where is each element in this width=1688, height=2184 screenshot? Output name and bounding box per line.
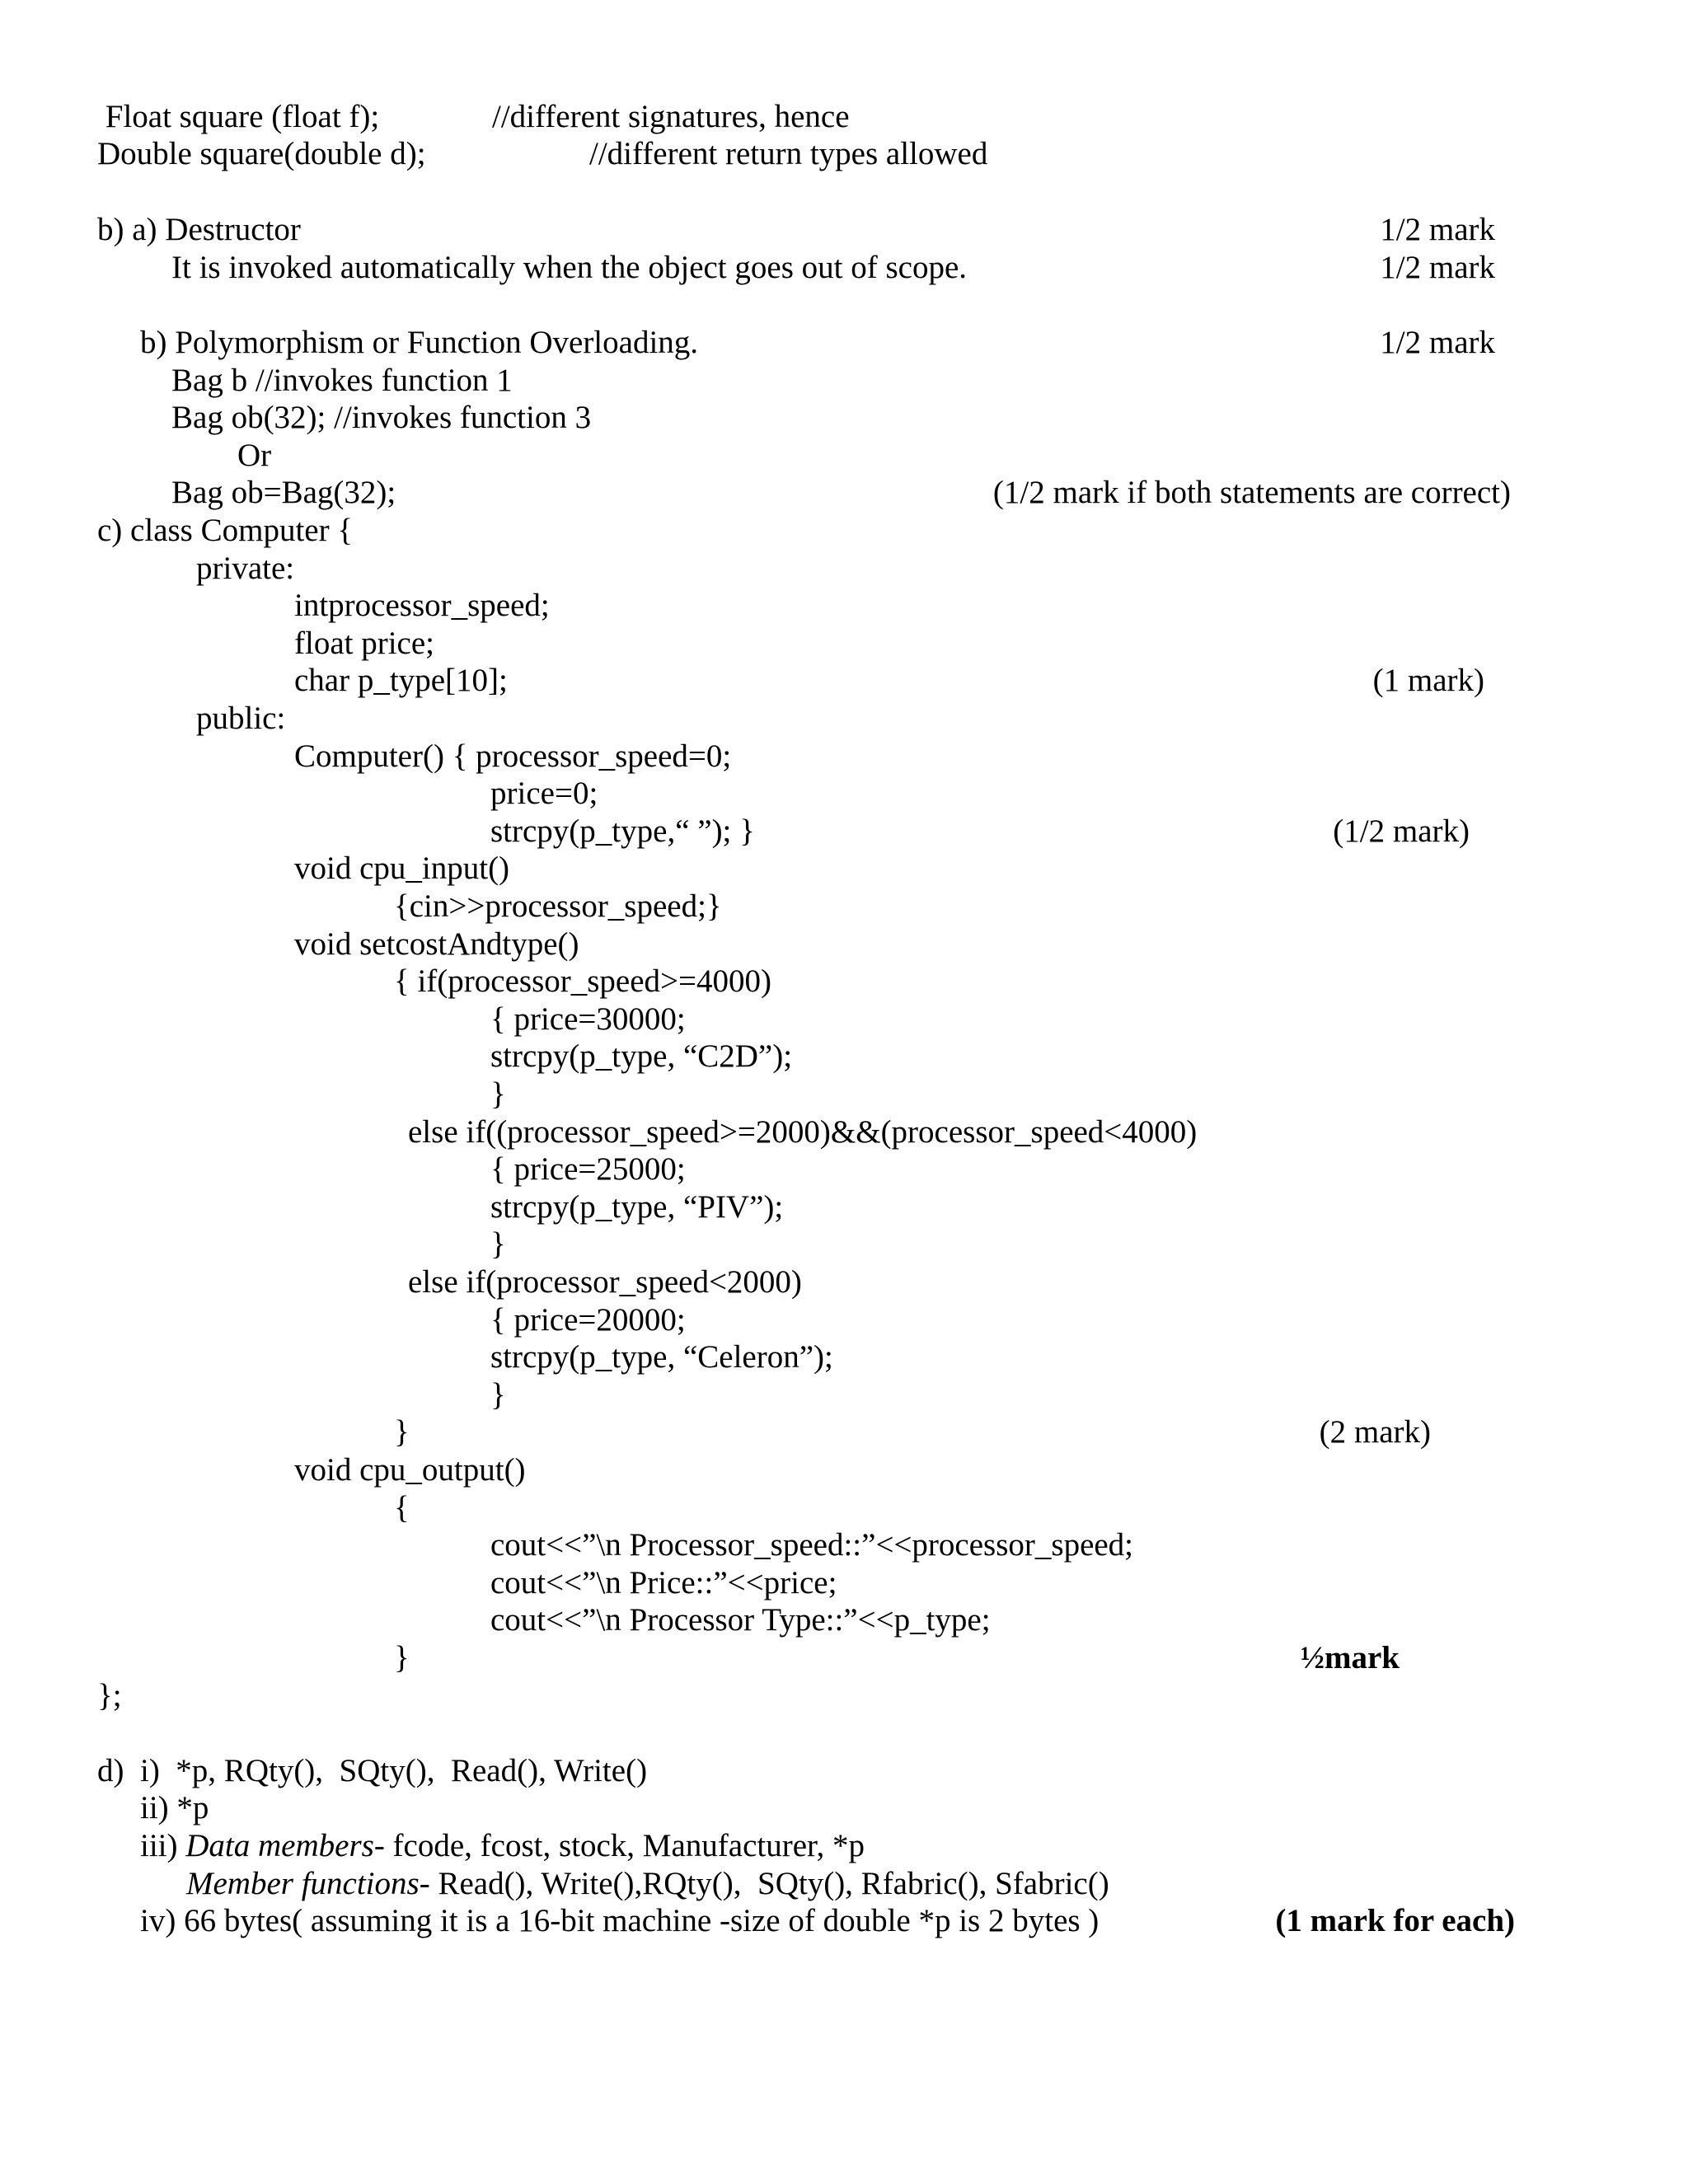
code-line: strcpy(p_type, “C2D”); — [490, 1038, 793, 1074]
mark-label: (1/2 mark if both statements are correct) — [992, 475, 1511, 510]
code-line: cout<<”\n Processor_speed::”<<processor_speed; — [490, 1527, 1134, 1563]
code-line: else if((processor_speed>=2000)&&(processor_speed<4000) — [408, 1114, 1198, 1150]
answer-heading: b) a) Destructor — [97, 212, 301, 247]
mark-label: 1/2 mark — [1380, 212, 1495, 247]
answer-heading: d) i) *p, RQty(), SQty(), Read(), Write() — [97, 1753, 648, 1788]
mark-label: (1 mark) — [1372, 663, 1484, 698]
text-line: Double square(double d); — [97, 136, 426, 171]
mark-label: (1/2 mark) — [1333, 813, 1470, 849]
code-line: { if(processor_speed>=4000) — [394, 963, 772, 999]
code-line: { price=30000; — [490, 1001, 686, 1037]
text-line: Float square (float f); — [97, 99, 380, 134]
mark-label: (2 mark) — [1319, 1414, 1431, 1450]
code-line: float price; — [294, 626, 434, 661]
text-line: Or — [237, 438, 272, 473]
italic-term: Data members — [185, 1828, 374, 1863]
code-line: strcpy(p_type, “Celeron”); — [490, 1339, 833, 1375]
code-line: char p_type[10]; — [294, 663, 508, 698]
mark-label: ½mark — [1300, 1640, 1400, 1675]
text-run: - fcode, fcost, stock, Manufacturer, *p — [373, 1828, 865, 1863]
code-comment: //different signatures, hence — [492, 99, 850, 134]
code-line: { price=25000; — [490, 1151, 686, 1187]
code-line: private: — [196, 551, 295, 586]
code-line: void cpu_input() — [294, 851, 510, 886]
code-line: {cin>>processor_speed;} — [394, 888, 722, 924]
text-line: iv) 66 bytes( assuming it is a 16-bit machine -size of double *p is 2 bytes ) — [140, 1903, 1100, 1938]
code-line: } — [490, 1377, 506, 1413]
code-line: cout<<”\n Price::”<<price; — [490, 1565, 837, 1601]
answer-heading: b) Polymorphism or Function Overloading. — [140, 325, 699, 360]
code-line: Bag ob(32); //invokes function 3 — [171, 400, 592, 435]
code-line: cout<<”\n Processor Type::”<<p_type; — [490, 1602, 991, 1638]
code-line: Bag ob=Bag(32); — [171, 475, 396, 510]
text-line — [186, 1868, 1109, 1900]
text-line: ii) *p — [140, 1790, 209, 1825]
code-line: public: — [196, 701, 286, 736]
mark-label: (1 mark for each) — [1275, 1903, 1515, 1938]
italic-term: Member functions — [186, 1866, 420, 1901]
code-line: strcpy(p_type, “PIV”); — [490, 1189, 784, 1225]
code-line: } — [490, 1226, 506, 1262]
code-line: void cpu_output() — [294, 1452, 526, 1488]
code-line: } — [490, 1076, 506, 1112]
code-line: price=0; — [490, 776, 598, 811]
code-line: Bag b //invokes function 1 — [171, 363, 513, 398]
text-run: iii) — [140, 1828, 186, 1863]
code-comment: //different return types allowed — [589, 136, 988, 171]
mark-label: 1/2 mark — [1380, 325, 1495, 360]
code-line: } — [394, 1640, 410, 1675]
code-line: strcpy(p_type,“ ”); } — [490, 813, 755, 849]
text-run: - Read(), Write(),RQty(), SQty(), Rfabric(), Sfabric() — [419, 1866, 1109, 1901]
code-line: void setcostAndtype() — [294, 926, 579, 962]
code-line: } — [394, 1414, 410, 1450]
code-line: { — [394, 1490, 410, 1526]
code-line: { price=20000; — [490, 1302, 686, 1338]
code-line: }; — [97, 1678, 122, 1713]
code-line: else if(processor_speed<2000) — [408, 1264, 802, 1300]
text-line: It is invoked automatically when the object goes out of scope. — [171, 250, 968, 285]
answer-heading: c) class Computer { — [97, 513, 354, 548]
text-line — [140, 1830, 865, 1862]
code-line: intprocessor_speed; — [294, 588, 550, 623]
code-line: Computer() { processor_speed=0; — [294, 738, 732, 774]
mark-label: 1/2 mark — [1380, 250, 1495, 285]
